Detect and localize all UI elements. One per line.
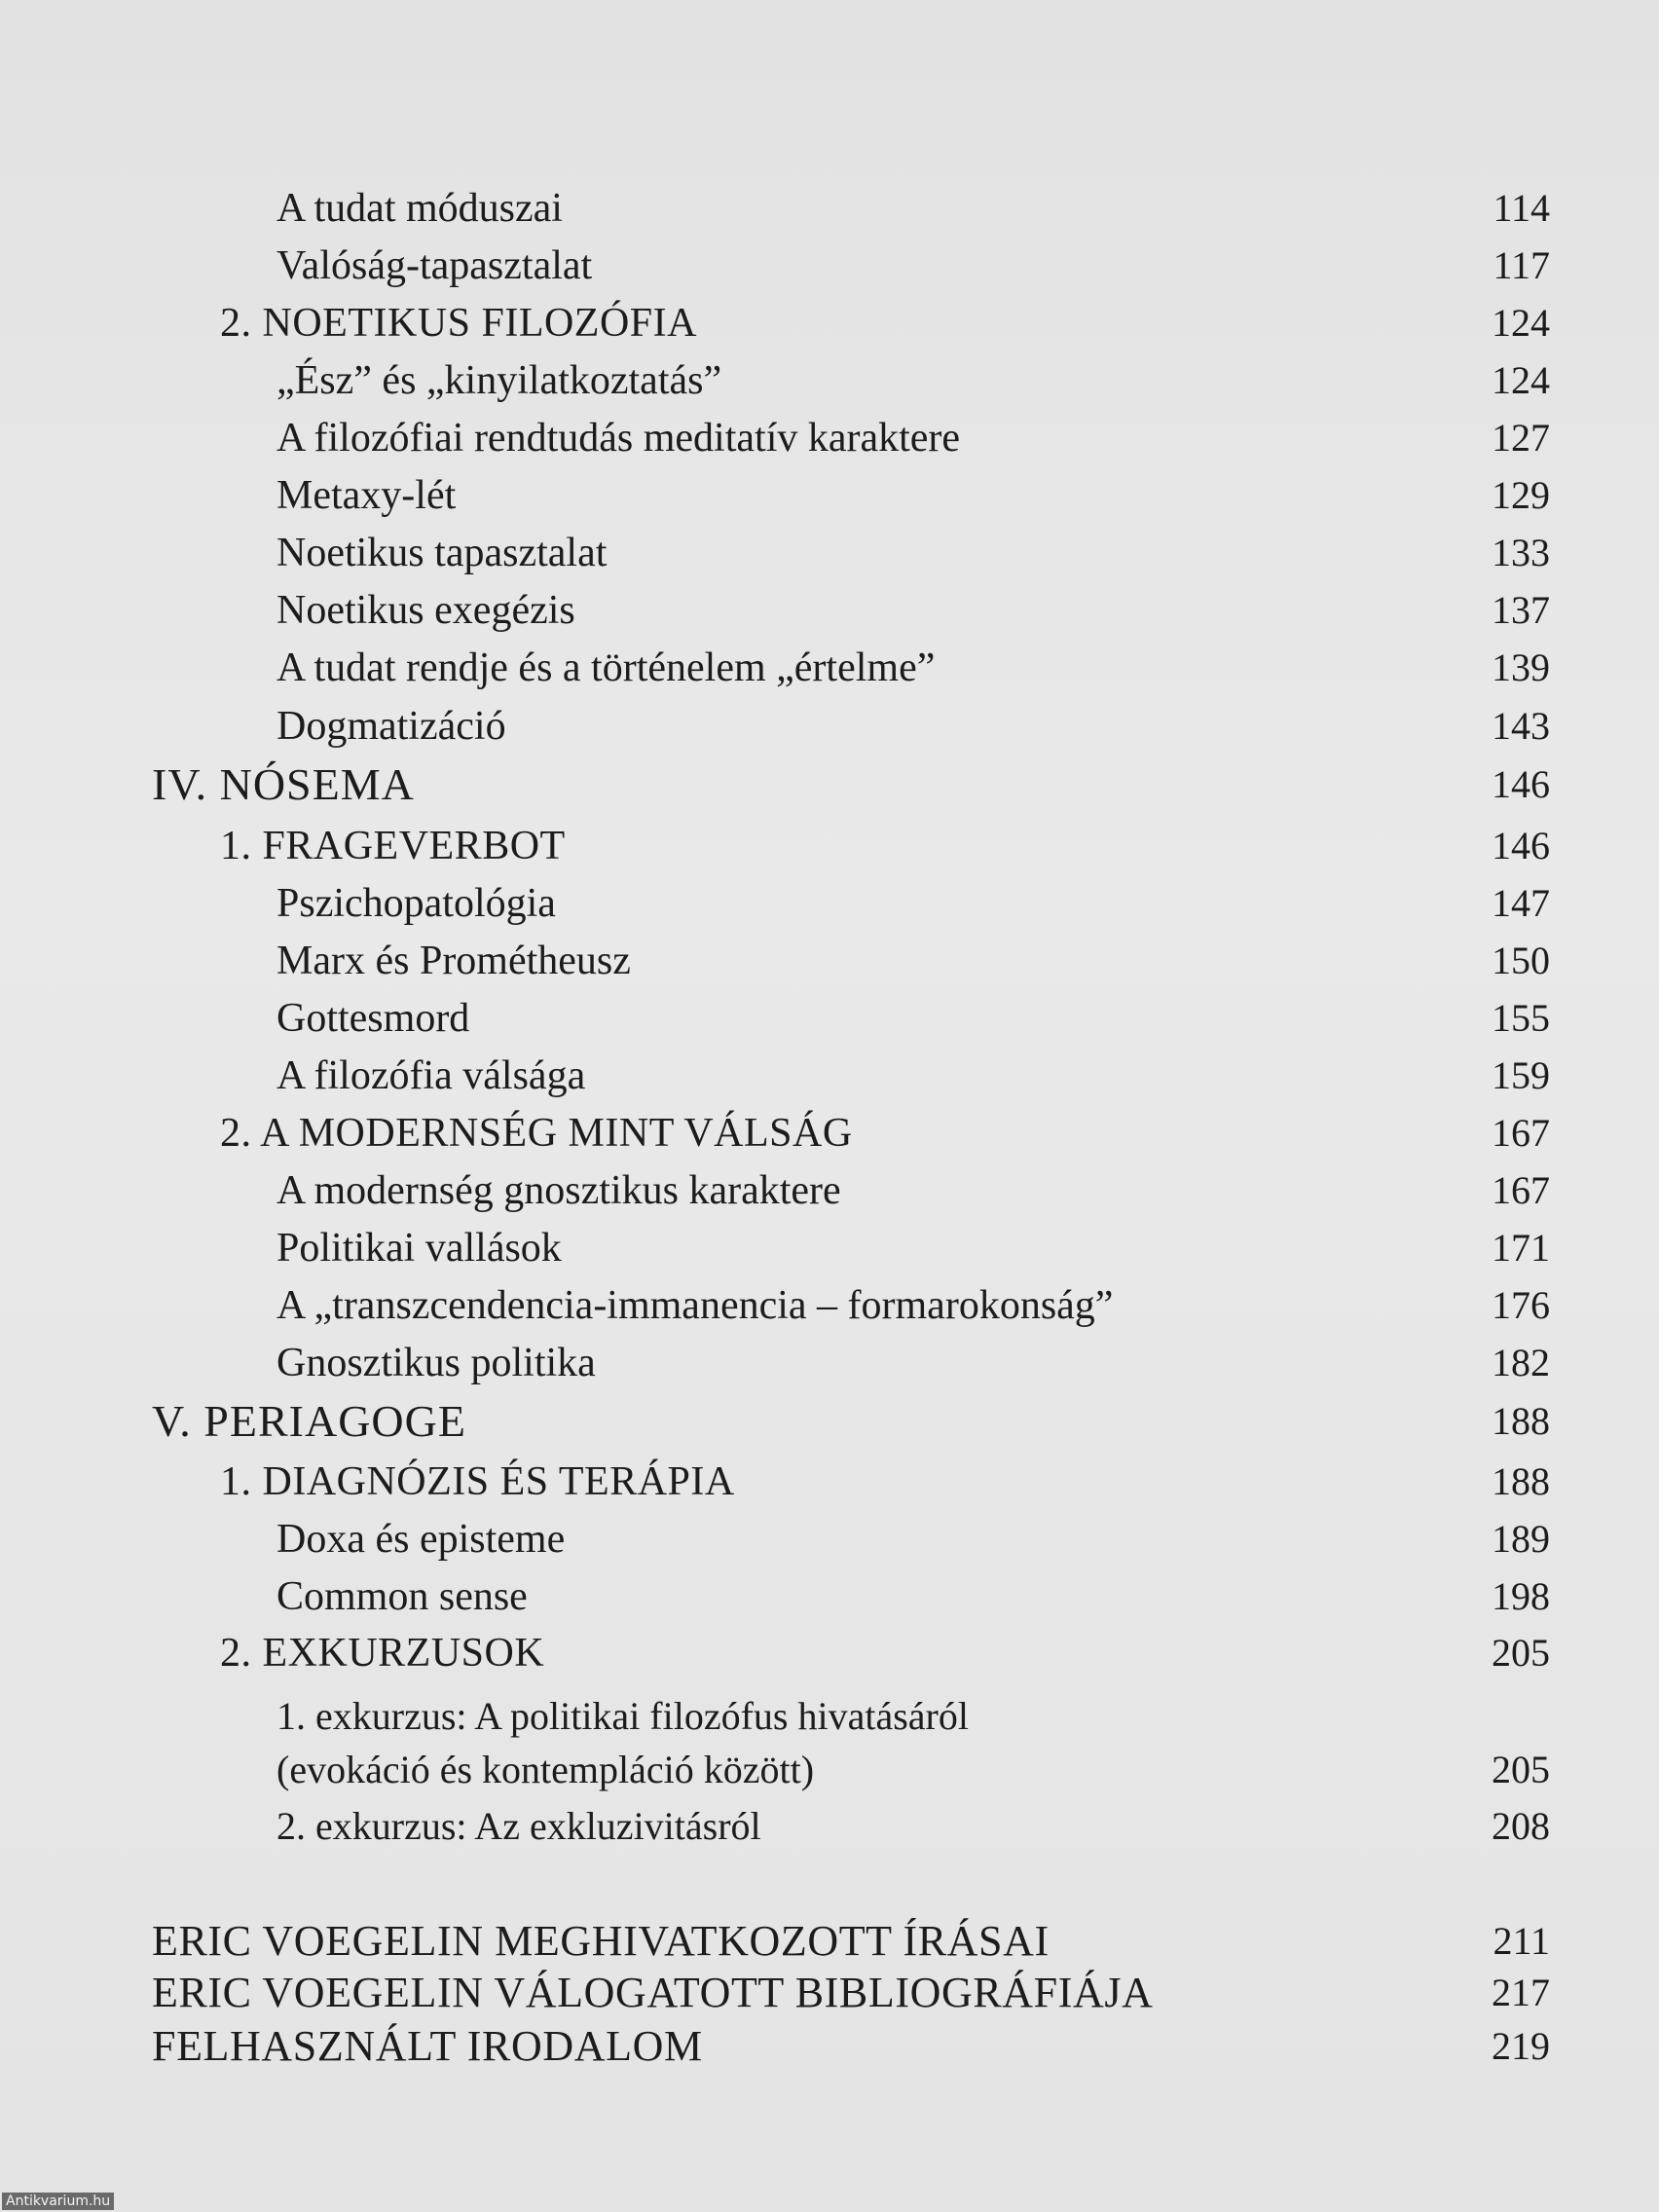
toc-entry bbox=[0, 1689, 1659, 1744]
toc-section-title: 1. FRAGEVERBOT bbox=[220, 824, 566, 868]
toc-entry-page: 219 bbox=[1492, 2024, 1550, 2068]
toc-entry-page: 208 bbox=[1492, 1804, 1550, 1848]
toc-entry-title: Politikai vallások bbox=[276, 1226, 562, 1271]
toc-entry bbox=[0, 1743, 1659, 1797]
toc-entry-title: Noetikus exegézis bbox=[276, 588, 575, 633]
toc-entry-title: Common sense bbox=[276, 1574, 528, 1619]
toc-entry-page: 146 bbox=[1492, 762, 1550, 806]
toc-entry-page: 114 bbox=[1493, 186, 1550, 230]
toc-entry-page: 198 bbox=[1492, 1574, 1550, 1618]
toc-backmatter-title: ERIC VOEGELIN MEGHIVATKOZOTT ÍRÁSAI bbox=[152, 1917, 1050, 1965]
toc-section-title: 2. EXKURZUSOK bbox=[220, 1631, 545, 1676]
toc-entry-title: „Ész” és „kinyilatkoztatás” bbox=[276, 358, 722, 403]
toc-entry bbox=[0, 353, 1659, 408]
toc-entry-title: Doxa és episteme bbox=[276, 1517, 566, 1562]
toc-entry bbox=[0, 181, 1659, 236]
toc-entry-page: 205 bbox=[1492, 1748, 1550, 1791]
toc-entry-title: Metaxy-lét bbox=[276, 473, 457, 518]
toc-entry-title: Pszichopatológia bbox=[276, 881, 556, 926]
toc-entry bbox=[0, 1278, 1659, 1333]
toc-entry-page: 182 bbox=[1492, 1341, 1550, 1384]
toc-entry-page: 139 bbox=[1492, 645, 1550, 689]
toc-entry-title: 2. exkurzus: Az exkluzivitásról bbox=[276, 1804, 761, 1848]
toc-entry-title: Gottesmord bbox=[276, 996, 470, 1041]
toc-entry-page: 117 bbox=[1493, 243, 1550, 287]
toc-entry-page: 205 bbox=[1492, 1631, 1550, 1675]
toc-section-title: 2. NOETIKUS FILOZÓFIA bbox=[220, 301, 697, 346]
toc-entry bbox=[0, 1512, 1659, 1567]
toc-entry bbox=[0, 468, 1659, 523]
toc-entry-title: Noetikus tapasztalat bbox=[276, 531, 608, 575]
toc-entry-title: Valóság-tapasztalat bbox=[276, 243, 593, 288]
toc-section-title: 1. DIAGNÓZIS ÉS TERÁPIA bbox=[220, 1459, 735, 1504]
toc-entry bbox=[0, 991, 1659, 1046]
toc-section bbox=[0, 1106, 1659, 1161]
toc-backmatter bbox=[0, 1914, 1659, 1969]
toc-entry bbox=[0, 411, 1659, 465]
toc-entry bbox=[0, 1163, 1659, 1218]
toc-entry-title: A tudat rendje és a történelem „értelme” bbox=[276, 645, 936, 690]
toc-entry-page: 124 bbox=[1492, 301, 1550, 345]
watermark: Antikvarium.hu bbox=[2, 2193, 114, 2210]
toc-section-title: 2. A MODERNSÉG MINT VÁLSÁG bbox=[220, 1111, 853, 1156]
toc-backmatter-title: FELHASZNÁLT IRODALOM bbox=[152, 2022, 703, 2070]
toc-backmatter bbox=[0, 1966, 1659, 2020]
toc-entry-title: (evokáció és kontempláció között) bbox=[276, 1748, 815, 1791]
toc-entry bbox=[0, 526, 1659, 580]
toc-entry bbox=[0, 1221, 1659, 1275]
toc-entry-title: A tudat móduszai bbox=[276, 186, 563, 231]
toc-entry bbox=[0, 239, 1659, 293]
toc-backmatter bbox=[0, 2019, 1659, 2074]
toc-entry-page: 143 bbox=[1492, 704, 1550, 748]
toc-part-title: IV. NÓSEMA bbox=[152, 759, 415, 809]
toc-entry-title: Marx és Prométheusz bbox=[276, 939, 631, 983]
toc-entry-page: 137 bbox=[1492, 588, 1550, 632]
toc-entry-page: 129 bbox=[1492, 473, 1550, 517]
toc-entry bbox=[0, 699, 1659, 754]
toc-entry bbox=[0, 1799, 1659, 1854]
toc-entry-page: 133 bbox=[1492, 531, 1550, 574]
toc-entry-title: A modernség gnosztikus karaktere bbox=[276, 1168, 841, 1213]
toc-entry-page: 155 bbox=[1492, 996, 1550, 1040]
toc-entry-page: 188 bbox=[1492, 1399, 1550, 1443]
toc-entry bbox=[0, 641, 1659, 695]
toc-entry-page: 127 bbox=[1492, 416, 1550, 460]
toc-entry-page: 171 bbox=[1492, 1226, 1550, 1270]
toc-section bbox=[0, 1455, 1659, 1509]
toc-part-title: V. PERIAGOGE bbox=[152, 1396, 466, 1446]
toc-entry-title: Dogmatizáció bbox=[276, 704, 506, 749]
toc-backmatter-title: ERIC VOEGELIN VÁLOGATOTT BIBLIOGRÁFIÁJA bbox=[152, 1969, 1154, 2016]
toc-entry-title: A „transzcendencia-immanencia – formarokonság” bbox=[276, 1283, 1114, 1328]
toc-entry-page: 211 bbox=[1493, 1919, 1550, 1963]
toc-part bbox=[0, 1394, 1659, 1449]
toc-entry-title: 1. exkurzus: A politikai filozófus hivatásáról bbox=[276, 1694, 969, 1738]
toc-entry-title: A filozófiai rendtudás meditatív karaktere bbox=[276, 416, 961, 461]
toc-entry bbox=[0, 876, 1659, 931]
toc-entry bbox=[0, 1049, 1659, 1103]
toc-entry-page: 150 bbox=[1492, 939, 1550, 982]
toc-entry-page: 146 bbox=[1492, 824, 1550, 867]
toc-entry bbox=[0, 1336, 1659, 1390]
toc-entry bbox=[0, 583, 1659, 638]
toc-section bbox=[0, 296, 1659, 350]
toc-section bbox=[0, 1626, 1659, 1680]
toc-section bbox=[0, 819, 1659, 873]
toc-entry-page: 147 bbox=[1492, 881, 1550, 925]
toc-entry-page: 176 bbox=[1492, 1283, 1550, 1327]
toc-entry-page: 189 bbox=[1492, 1517, 1550, 1561]
toc-entry bbox=[0, 1569, 1659, 1624]
toc-entry-page: 188 bbox=[1492, 1459, 1550, 1503]
toc-entry-page: 167 bbox=[1492, 1111, 1550, 1155]
toc-entry bbox=[0, 934, 1659, 988]
toc-entry-title: A filozófia válsága bbox=[276, 1053, 586, 1098]
toc-entry-title: Gnosztikus politika bbox=[276, 1341, 596, 1385]
toc-entry-page: 124 bbox=[1492, 358, 1550, 402]
toc-entry-page: 167 bbox=[1492, 1168, 1550, 1212]
toc-entry-page: 217 bbox=[1492, 1971, 1550, 2014]
toc-part bbox=[0, 757, 1659, 812]
toc-entry-page: 159 bbox=[1492, 1053, 1550, 1097]
